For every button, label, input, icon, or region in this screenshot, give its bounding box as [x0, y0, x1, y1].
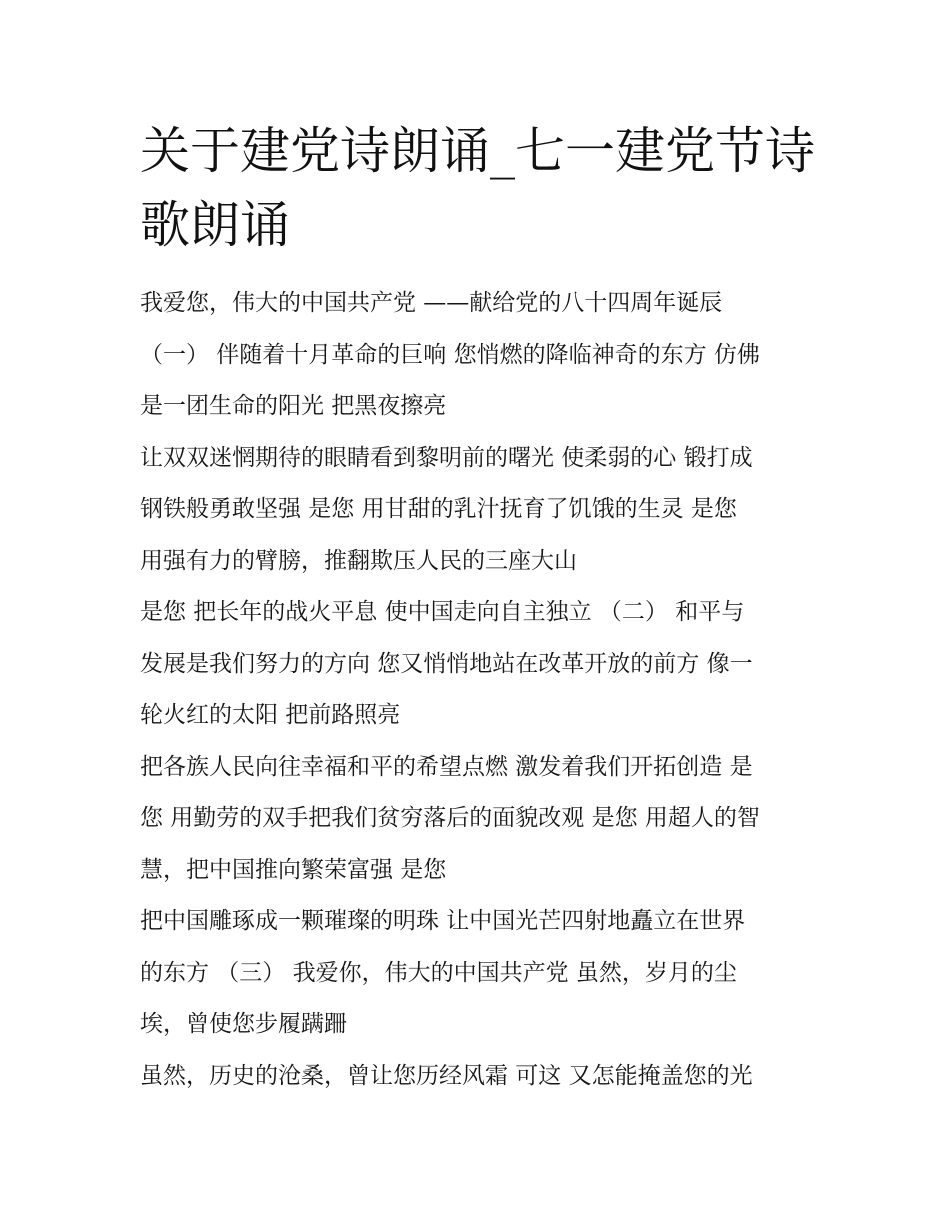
body-line: 用强有力的臂膀，推翻欺压人民的三座大山: [140, 547, 577, 574]
body-line: 您 用勤劳的双手把我们贫穷落后的面貌改观 是您 用超人的智: [140, 805, 760, 831]
body-line: 我爱您，伟大的中国共产党 ——献给党的八十四周年诞辰: [140, 290, 723, 316]
document-title: [140, 114, 820, 262]
document-body: [140, 278, 820, 1102]
body-line: 埃，曾使您步履蹒跚: [140, 1011, 347, 1037]
body-line: 把各族人民向往幸福和平的希望点燃 激发着我们开拓创造 是: [140, 753, 753, 780]
body-line: 把中国雕琢成一颗璀璨的明珠 让中国光芒四射地矗立在世界: [140, 908, 746, 934]
body-line: 发展是我们努力的方向 您又悄悄地站在改革开放的前方 像一: [140, 650, 753, 677]
title-line-1: 关于建党诗朗诵_七一建党节诗: [140, 122, 815, 180]
body-line: 的东方 （三） 我爱你，伟大的中国共产党 虽然，岁月的尘: [140, 959, 737, 986]
body-line: 是一团生命的阳光 把黑夜擦亮: [140, 393, 447, 419]
body-line: 轮火红的太阳 把前路照亮: [140, 702, 401, 728]
body-line: 让双双迷惘期待的眼睛看到黎明前的曙光 使柔弱的心 锻打成: [140, 444, 753, 471]
body-line: 虽然，历史的沧桑，曾让您历经风霜 可这 又怎能掩盖您的光: [140, 1062, 753, 1089]
body-line: 慧，把中国推向繁荣富强 是您: [140, 856, 447, 883]
body-line: 钢铁般勇敢坚强 是您 用甘甜的乳汁抚育了饥饿的生灵 是您: [140, 496, 737, 522]
title-line-2: 歌朗诵: [140, 196, 290, 254]
body-line: 是您 把长年的战火平息 使中国走向自主独立 （二） 和平与: [140, 599, 745, 625]
body-line: （一） 伴随着十月革命的巨响 您悄燃的降临神奇的东方 仿佛: [140, 341, 760, 368]
